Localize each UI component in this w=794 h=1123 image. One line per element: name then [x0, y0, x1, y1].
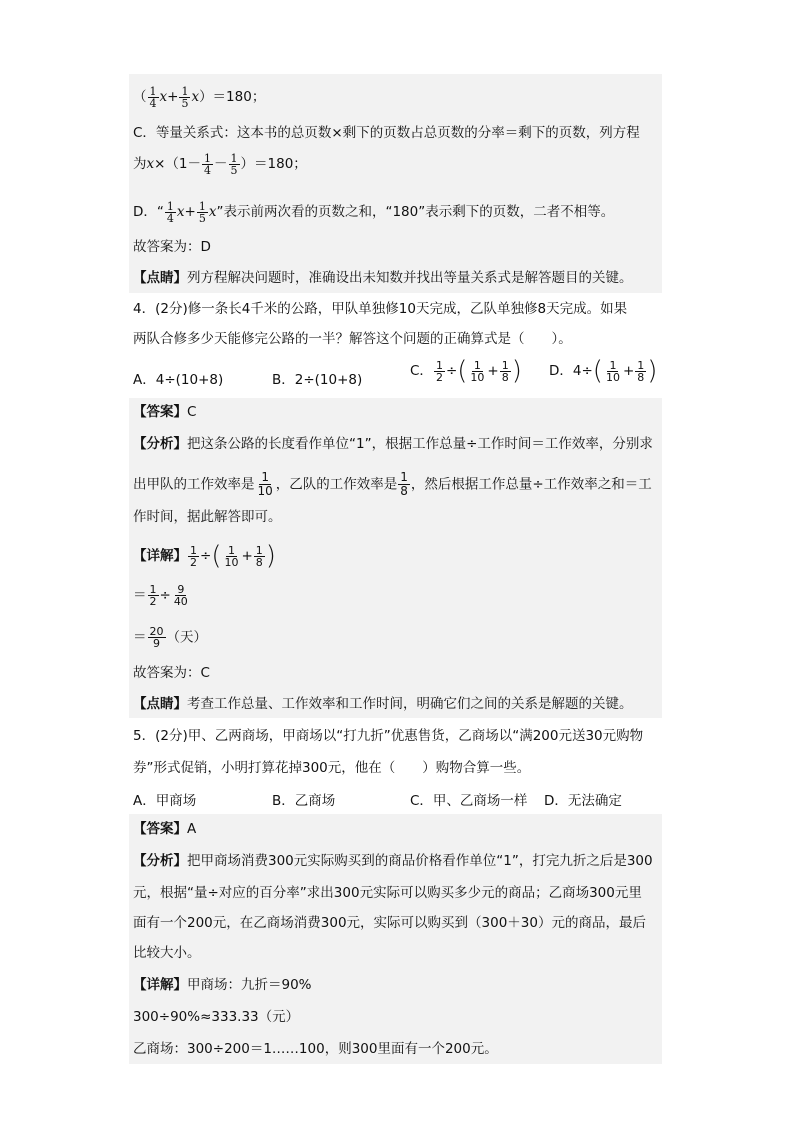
fraction: $\frac{1}{2}$ [435, 358, 443, 384]
q4-analysis-3: 作时间，据此解答即可。 [133, 509, 282, 525]
equation-line-1: （ $\frac{1}{4}$ x+ $\frac{1}{5}$ x）＝180； [133, 85, 266, 110]
text: （ [133, 89, 147, 105]
q4-detail: 【详解】 $\frac{1}{2}$ ÷( $\frac{1}{10}$ + $\frac{1}{8}$ ) [133, 541, 276, 571]
answer-line-3: 故答案为：D [133, 239, 211, 255]
q4-option-a: A．4÷(10+8) [133, 372, 224, 388]
q4-note: 【点睛】考查工作总量、工作效率和工作时间，明确它们之间的关系是解题的关键。 [133, 696, 633, 712]
q4-answer: 【答案】C [133, 404, 197, 420]
fraction: $\frac{1}{2}$ [149, 583, 157, 608]
q5-detail-2: 300÷90%≈333.33（元） [133, 1009, 300, 1025]
fraction: $\frac{1}{10}$ [605, 358, 620, 384]
fraction: $\frac{1}{8}$ [400, 470, 408, 498]
q5-analysis-2: 元，根据“量÷对应的百分率”求出300元实际可以购买多少元的商品；乙商场300元里 [133, 885, 642, 901]
q5-analysis-1: 【分析】把甲商场消费300元实际购买到的商品价格看作单位“1”，打完九折之后是300 [133, 853, 653, 869]
question-5-line-1: 5．(2分)甲、乙两商场，甲商场以“打九折”优惠售货，乙商场以“满200元送30元购物 [133, 728, 644, 744]
q5-analysis-4: 比较大小。 [133, 945, 201, 961]
fraction: $\frac{1}{10}$ [224, 543, 239, 569]
fraction: $\frac{1}{10}$ [257, 470, 273, 498]
fraction: $\frac{1}{8}$ [255, 543, 263, 569]
fraction: $\frac{20}{9}$ [149, 625, 164, 650]
fraction: $\frac{1}{10}$ [470, 358, 485, 384]
fraction: $\frac{1}{4}$ [166, 200, 174, 225]
q4-analysis-2: 出甲队的工作效率是 $\frac{1}{10}$ ，乙队的工作效率是 $\frac{1}{8}$ ，然后根据工作总量÷工作效率之和＝工 [133, 470, 652, 498]
q4-step-3: ＝ $\frac{20}{9}$ （天） [133, 625, 207, 650]
question-5-line-2: 券”形式促销，小明打算花掉300元，他在（ ）购物合算一些。 [133, 760, 531, 776]
q4-final-answer: 故答案为：C [133, 665, 210, 681]
fraction: $\frac{1}{4}$ [204, 152, 212, 177]
q5-option-a: A．甲商场 [133, 793, 197, 809]
q5-analysis-3: 面有一个200元，在乙商场消费300元，实际可以购买到（300＋30）元的商品，最后 [133, 915, 646, 931]
fraction: $\frac{1}{4}$ [149, 85, 157, 110]
q5-option-d: D．无法确定 [544, 793, 622, 809]
fraction: $\frac{1}{8}$ [637, 358, 645, 384]
q4-option-b: B．2÷(10+8) [272, 372, 363, 388]
q5-answer: 【答案】A [133, 821, 197, 837]
q5-option-b: B．乙商场 [272, 793, 336, 809]
q5-detail-1: 【详解】甲商场：九折＝90% [133, 977, 312, 993]
q5-detail-3: 乙商场：300÷200＝1……100，则300里面有一个200元。 [133, 1041, 498, 1057]
question-4-line-1: 4．(2分)修一条长4千米的公路，甲队单独修10天完成，乙队单独修8天完成。如果 [133, 301, 628, 317]
fraction: $\frac{9}{40}$ [173, 583, 188, 608]
fraction: $\frac{1}{5}$ [230, 152, 238, 177]
option-c-text: C．等量关系式：这本书的总页数×剩下的页数占总页数的分率＝剩下的页数，列方程 [133, 125, 640, 141]
fraction: $\frac{1}{2}$ [190, 543, 197, 569]
q4-step-2: ＝ $\frac{1}{2}$ ÷ $\frac{9}{40}$ [133, 583, 188, 608]
q4-analysis-1: 【分析】把这条公路的长度看作单位“1”，根据工作总量÷工作时间＝工作效率，分别求 [133, 436, 653, 452]
note-line-3: 【点睛】列方程解决问题时，准确设出未知数并找出等量关系式是解答题目的关键。 [133, 270, 633, 286]
fraction: $\frac{1}{5}$ [181, 85, 189, 110]
q4-option-d: D．4÷( $\frac{1}{10}$ + $\frac{1}{8}$ ) [549, 356, 658, 386]
option-c-equation: 为x×（1－ $\frac{1}{4}$ － $\frac{1}{5}$ ）＝180； [133, 152, 307, 177]
fraction: $\frac{1}{5}$ [198, 200, 206, 225]
q4-option-c: C． $\frac{1}{2}$ ÷( $\frac{1}{10}$ + $\frac{1}{8}$ ) [410, 356, 522, 386]
option-d-text: D．“ $\frac{1}{4}$ x+ $\frac{1}{5}$ x”表示前两次看的页数之和，“180”表示剩下的页数，二者不相等。 [133, 200, 615, 225]
q5-option-c: C．甲、乙商场一样 [410, 793, 528, 809]
fraction: $\frac{1}{8}$ [501, 358, 509, 384]
question-4-line-2: 两队合修多少天能修完公路的一半？解答这个问题的正确算式是（ ）。 [133, 331, 572, 347]
